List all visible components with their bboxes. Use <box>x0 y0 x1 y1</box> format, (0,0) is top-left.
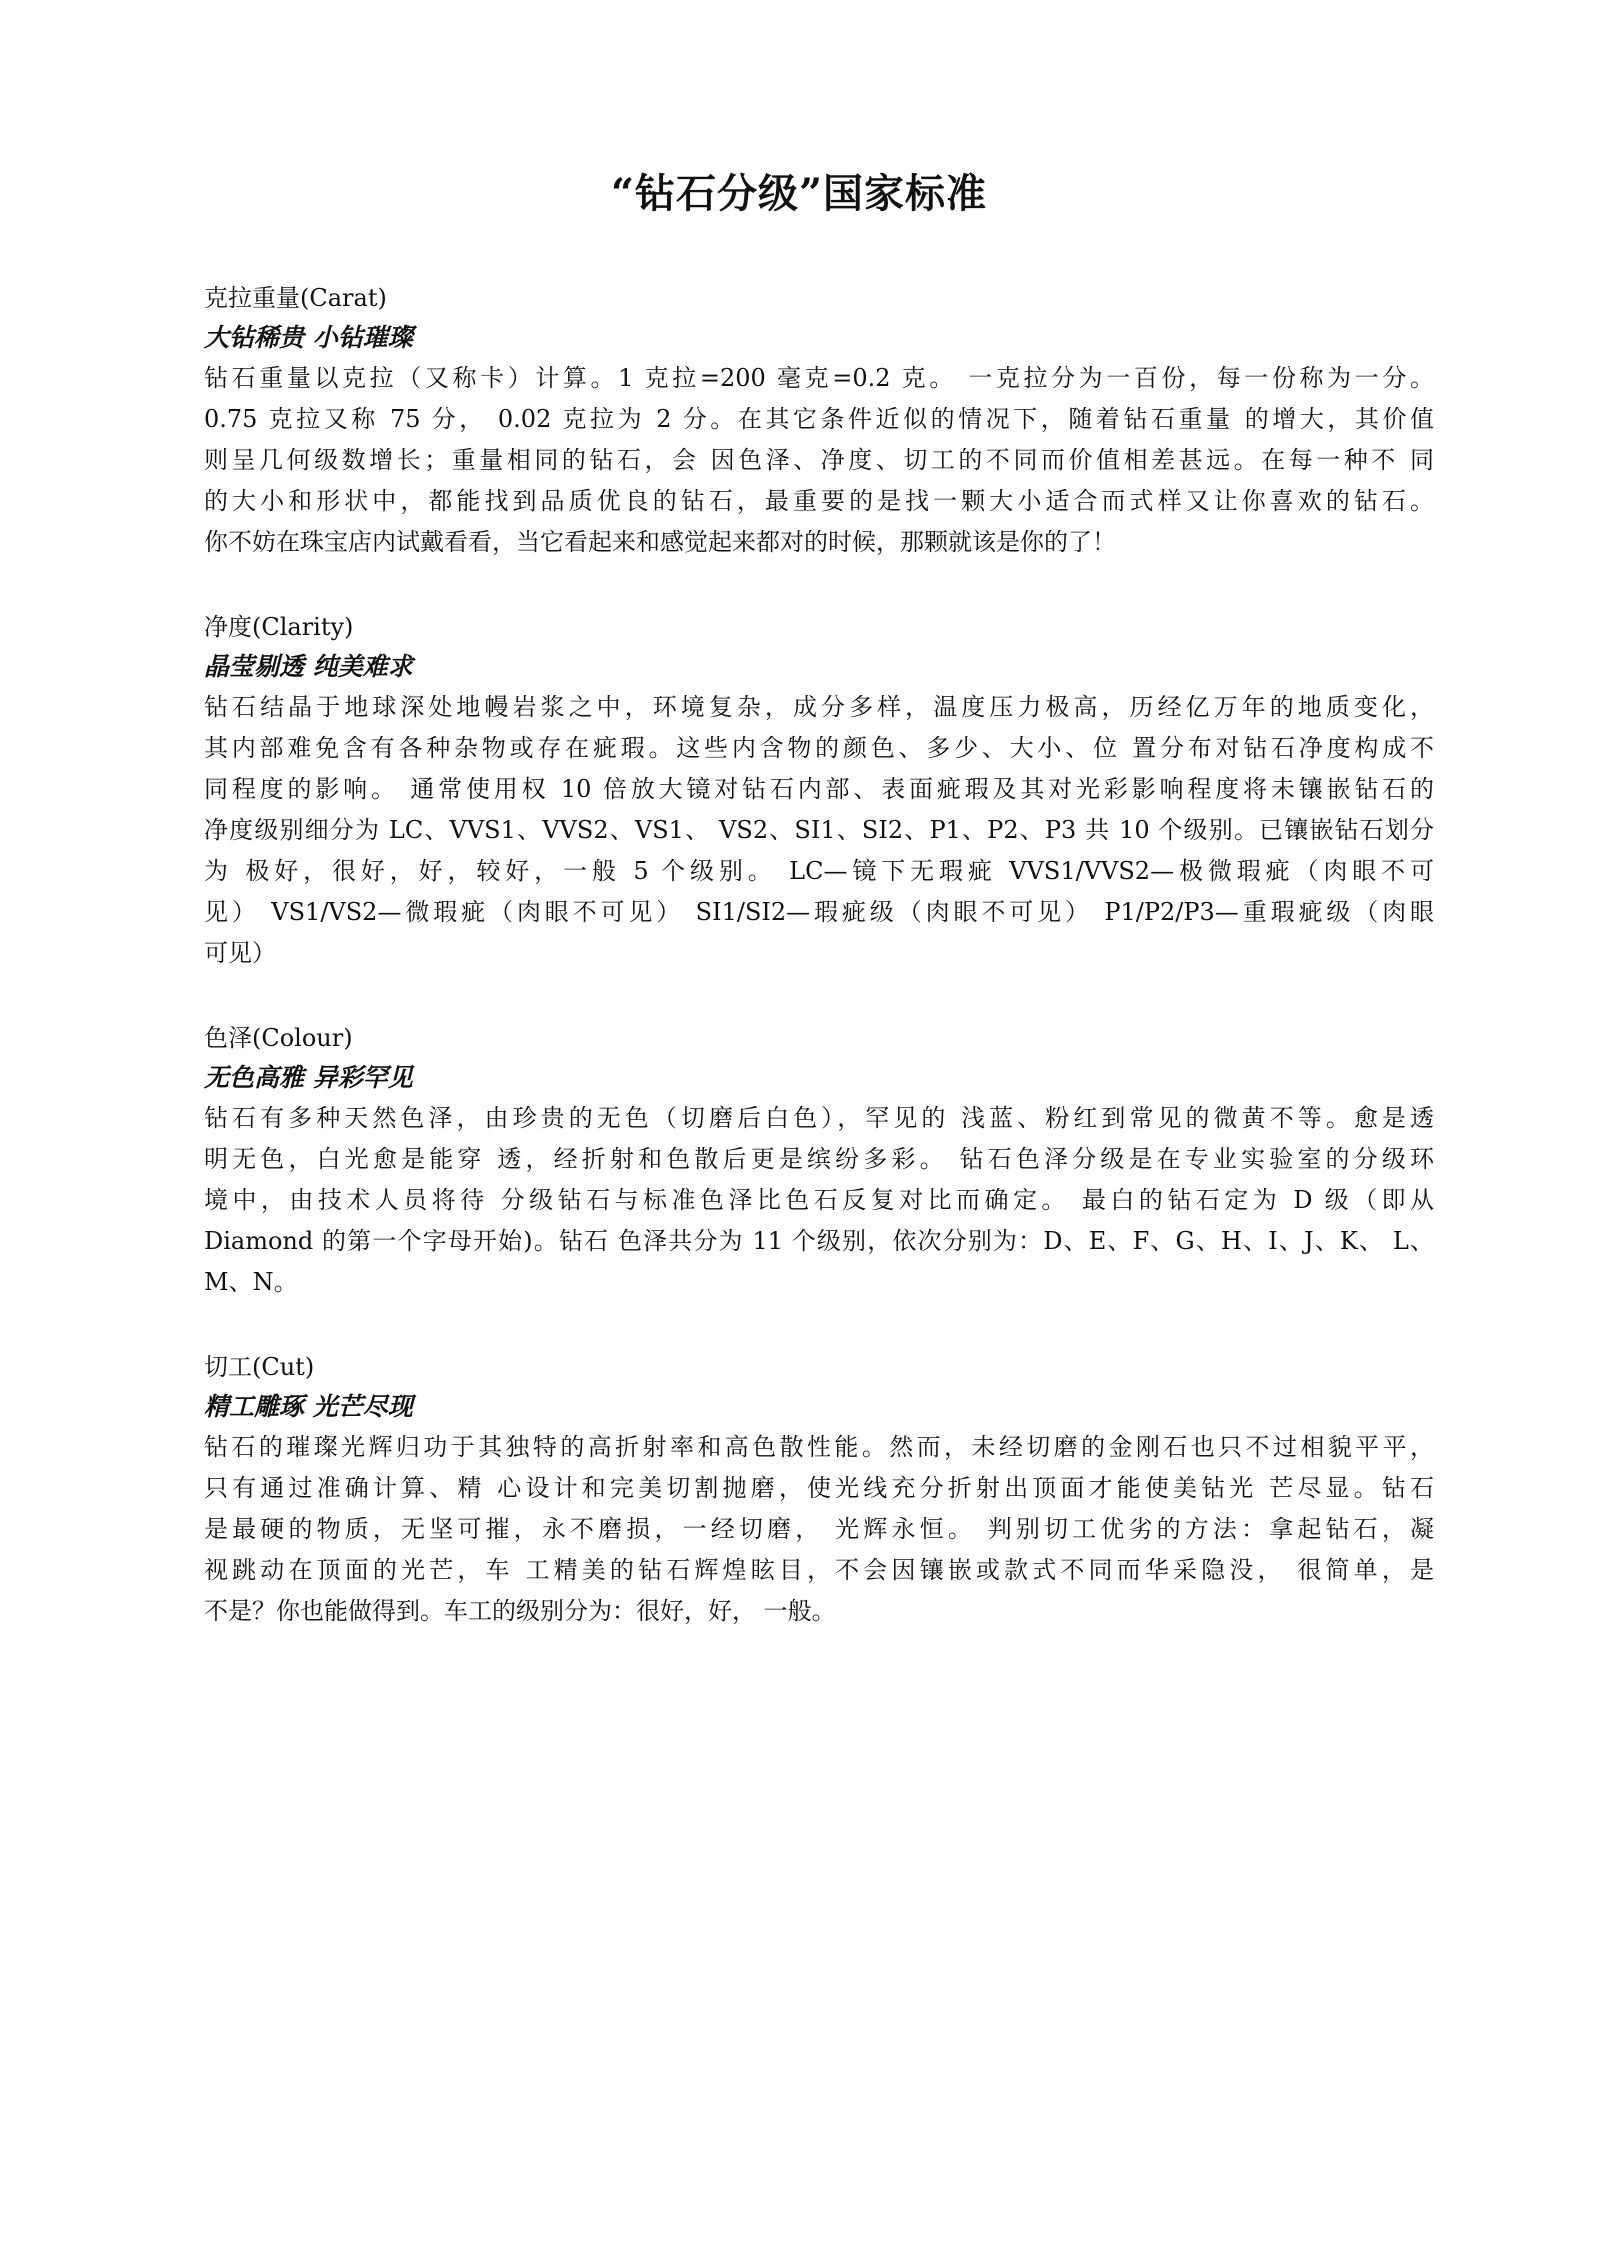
body-line: 是最硬的物质，无坚可摧，永不磨损，一经切磨， 光辉永恒。 判别切工优劣的方法：拿起钻石，凝 <box>204 1515 1434 1543</box>
body-line: 则呈几何级数增长；重量相同的钻石，会 因色泽、净度、切工的不同而价值相差甚远。在每一种不 同 <box>204 446 1434 474</box>
section-heading: 克拉重量(Carat) <box>204 284 387 312</box>
body-line: 的大小和形状中，都能找到品质优良的钻石，最重要的是找一颗大小适合而式样又让你喜欢的钻石。 <box>204 487 1434 515</box>
body-line: 0.75 克拉又称 75 分， 0.02 克拉为 2 分。在其它条件近似的情况下，随着钻石重量 的增大，其价值 <box>204 405 1434 433</box>
section-body <box>204 358 1434 563</box>
body-line: 只有通过准确计算、精 心设计和完美切割抛磨，使光线充分折射出顶面才能使美钻光 芒尽显。钻石 <box>204 1474 1434 1502</box>
section-subtitle: 晶莹剔透 纯美难求 <box>204 652 413 681</box>
section-heading: 色泽(Colour) <box>204 1024 353 1052</box>
body-line: M、N。 <box>204 1268 298 1296</box>
body-line: 视跳动在顶面的光芒，车 工精美的钻石辉煌眩目，不会因镶嵌或款式不同而华采隐没， 很简单，是 <box>204 1556 1434 1584</box>
section-body <box>204 687 1434 974</box>
body-line: 为 极好，很好，好，较好，一般 5 个级别。 LC—镜下无瑕疵 VVS1/VVS2—极微瑕疵（肉眼不可 <box>204 857 1434 885</box>
body-line: 净度级别细分为 LC、VVS1、VVS2、VS1、 VS2、SI1、SI2、P1、P2、P3 共 10 个级别。已镶嵌钻石划分 <box>204 816 1434 844</box>
body-line: 境中，由技术人员将待 分级钻石与标准色泽比色石反复对比而确定。 最白的钻石定为 D 级（即从 <box>204 1186 1434 1214</box>
section-cut <box>204 1347 1434 1632</box>
body-line: 同程度的影响。 通常使用权 10 倍放大镜对钻石内部、表面疵瑕及其对光彩影响程度将未镶嵌钻石的 <box>204 775 1434 803</box>
section-clarity <box>204 607 1434 974</box>
body-line: 明无色，白光愈是能穿 透，经折射和色散后更是缤纷多彩。 钻石色泽分级是在专业实验室的分级环 <box>204 1145 1434 1173</box>
body-line: 你不妨在珠宝店内试戴看看，当它看起来和感觉起来都对的时候，那颗就该是你的了！ <box>204 528 1116 556</box>
section-subtitle: 无色高雅 异彩罕见 <box>204 1063 413 1092</box>
document-content <box>204 278 1434 1676</box>
body-line: 不是？你也能做得到。车工的级别分为：很好，好， 一般。 <box>204 1597 836 1625</box>
body-line: 其内部难免含有各种杂物或存在疵瑕。这些内含物的颜色、多少、大小、位 置分布对钻石净度构成不 <box>204 734 1434 762</box>
body-line: 钻石的璀璨光辉归功于其独特的高折射率和高色散性能。然而，未经切磨的金刚石也只不过相貌平平， <box>204 1433 1434 1461</box>
section-body <box>204 1098 1434 1303</box>
section-carat <box>204 278 1434 563</box>
body-line: 钻石结晶于地球深处地幔岩浆之中，环境复杂，成分多样，温度压力极高，历经亿万年的地质变化， <box>204 693 1434 721</box>
section-heading: 切工(Cut) <box>204 1353 315 1381</box>
body-line: 见） VS1/VS2—微瑕疵（肉眼不可见） SI1/SI2—瑕疵级（肉眼不可见） P1/P2/P3—重瑕疵级（肉眼 <box>204 898 1434 926</box>
body-line: Diamond 的第一个字母开始)。钻石 色泽共分为 11 个级别，依次分别为：D、E、F、G、H、I、J、K、 L、 <box>204 1227 1434 1255</box>
section-heading: 净度(Clarity) <box>204 613 354 641</box>
section-body <box>204 1427 1434 1632</box>
body-line: 可见） <box>204 939 276 967</box>
section-subtitle: 大钻稀贵 小钻璀璨 <box>204 323 413 352</box>
section-subtitle: 精工雕琢 光芒尽现 <box>204 1392 413 1421</box>
section-colour <box>204 1018 1434 1303</box>
document-title: “钻石分级”国家标准 <box>610 170 987 217</box>
body-line: 钻石重量以克拉（又称卡）计算。1 克拉=200 毫克=0.2 克。 一克拉分为一百份，每一份称为一分。 <box>204 364 1434 392</box>
body-line: 钻石有多种天然色泽，由珍贵的无色（切磨后白色），罕见的 浅蓝、粉红到常见的微黄不等。愈是透 <box>204 1104 1434 1132</box>
